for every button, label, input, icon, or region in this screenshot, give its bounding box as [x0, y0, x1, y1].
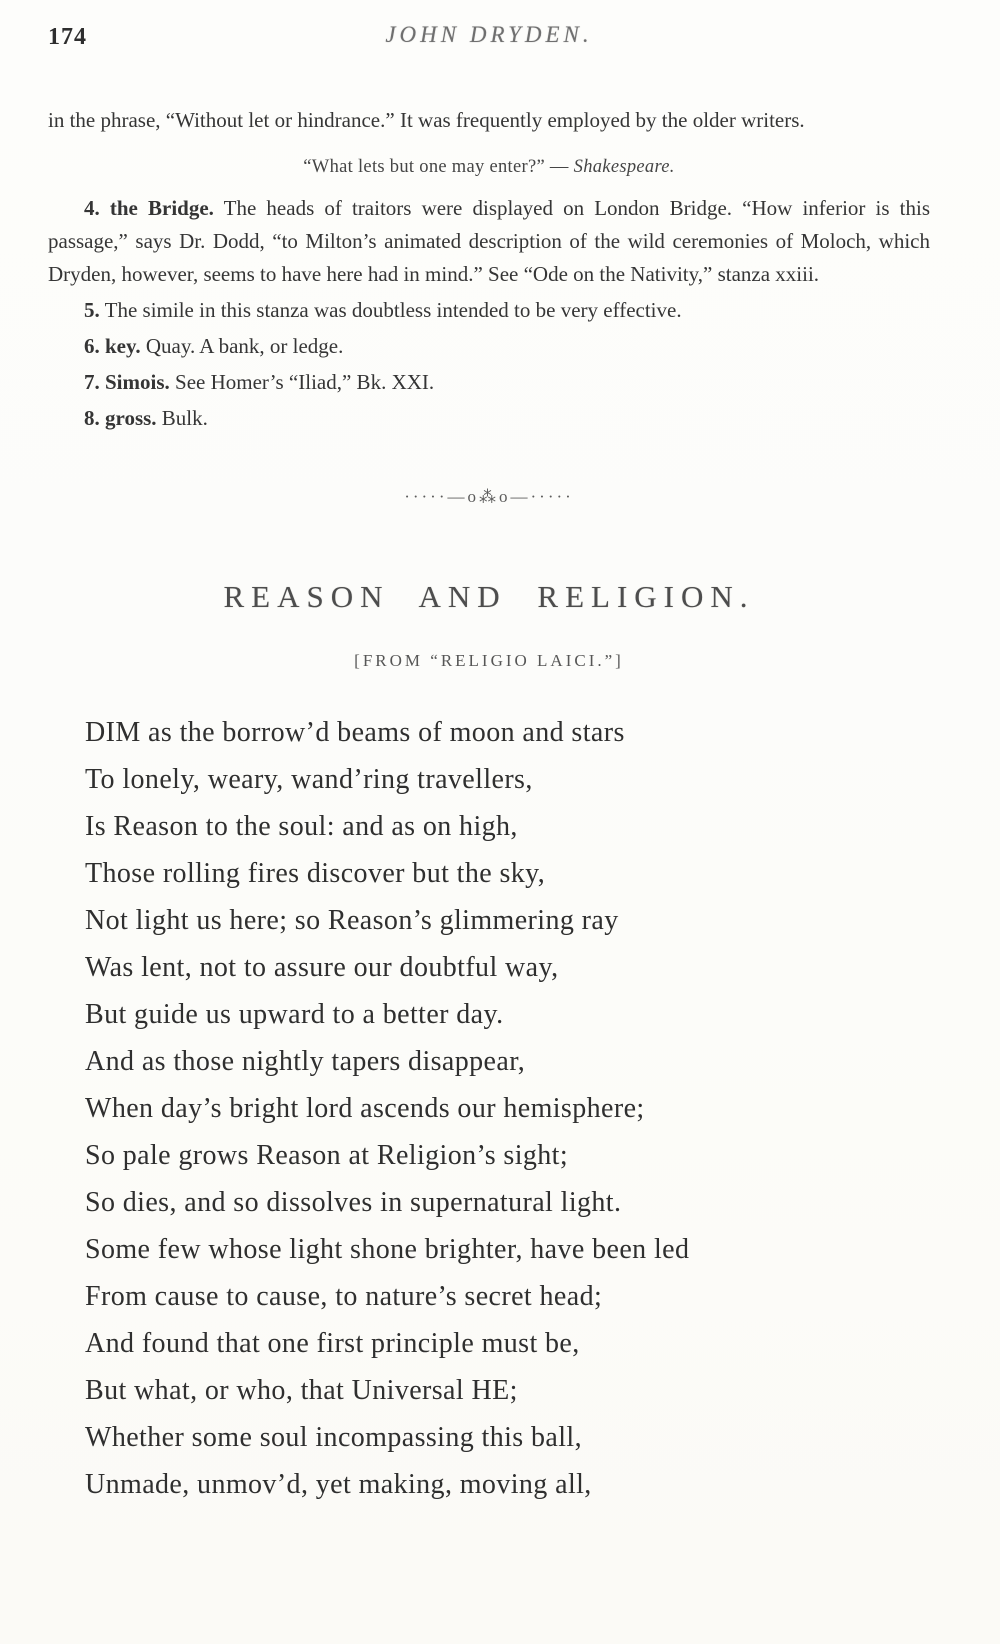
poem-line: And as those nightly tapers disappear, [85, 1046, 526, 1077]
poem-line: Is Reason to the soul: and as on high, [85, 811, 518, 842]
note-text: See Homer’s “Iliad,” Bk. XXI. [175, 370, 435, 394]
poem-line: So pale grows Reason at Religion’s sight; [85, 1140, 569, 1171]
poem-line: Those rolling fires discover but the sky, [85, 858, 546, 889]
note-text: The simile in this stanza was doubtless intended to be very effective. [104, 298, 682, 322]
poem-title: REASON AND RELIGION. [223, 579, 755, 614]
note-item-4 [48, 192, 930, 291]
poem-line: But what, or who, that Universal HE; [85, 1375, 518, 1406]
note-item-7 [48, 366, 930, 399]
poem-body [48, 709, 930, 1508]
poem-line: DIM as the borrow’d beams of moon and stars [85, 717, 625, 748]
note-text: Bulk. [161, 406, 208, 430]
note-number: 7. [84, 370, 100, 394]
poem-line: Not light us here; so Reason’s glimmering ray [85, 905, 619, 936]
note-item-6 [48, 330, 930, 363]
poem-line: To lonely, weary, wand’ring travellers, [85, 764, 533, 795]
quote-attribution: Shakespeare. [573, 157, 675, 177]
poem-line: Some few whose light shone brighter, have been led [85, 1234, 690, 1265]
poem-line: From cause to cause, to nature’s secret head; [85, 1281, 603, 1312]
note-text: Quay. A bank, or ledge. [145, 334, 344, 358]
poem-line: When day’s bright lord ascends our hemisphere; [85, 1093, 645, 1124]
poem-subtitle: [FROM “RELIGIO LAICI.”] [354, 651, 624, 670]
note-text: The heads of traitors were displayed on London Bridge. “How inferior is this passage,” says Dr. Dodd, “to Milton’s animated description of the wild ceremonies of Moloch, which Dryden, however, seems to have here had in mind.” See “Ode on the Nativity,” stanza xxiii. [48, 196, 931, 286]
note-item-8 [48, 402, 930, 435]
note-term: the Bridge. [109, 196, 214, 220]
poem-line: Was lent, not to assure our doubtful way, [85, 952, 559, 983]
note-number: 6. [84, 334, 100, 358]
note-number: 5. [84, 298, 100, 322]
note-number: 8. [84, 406, 100, 430]
divider-ornament: ·····—o⁂o—····· [404, 487, 574, 506]
poem-line: And found that one first principle must be, [85, 1328, 580, 1359]
note-item-5 [48, 294, 930, 327]
note-term: key. [105, 334, 141, 358]
poem-line: So dies, and so dissolves in supernatural light. [85, 1187, 622, 1218]
poem-line: Whether some soul incompassing this ball, [85, 1422, 582, 1453]
note-number: 4. [84, 196, 100, 220]
poem-line: Unmade, unmov’d, yet making, moving all, [85, 1469, 592, 1500]
page-number: 174 [48, 24, 87, 50]
note-term: gross. [105, 406, 157, 430]
shakespeare-quote [48, 157, 930, 178]
note-intro: in the phrase, “Without let or hindrance.” It was frequently employed by the older writers. [48, 108, 805, 132]
running-title: JOHN DRYDEN. [385, 22, 593, 47]
note-term: Simois. [105, 370, 170, 394]
quote-text: “What lets but one may enter?” — [303, 157, 569, 177]
poem-line: But guide us upward to a better day. [85, 999, 504, 1030]
page-header [48, 22, 930, 68]
